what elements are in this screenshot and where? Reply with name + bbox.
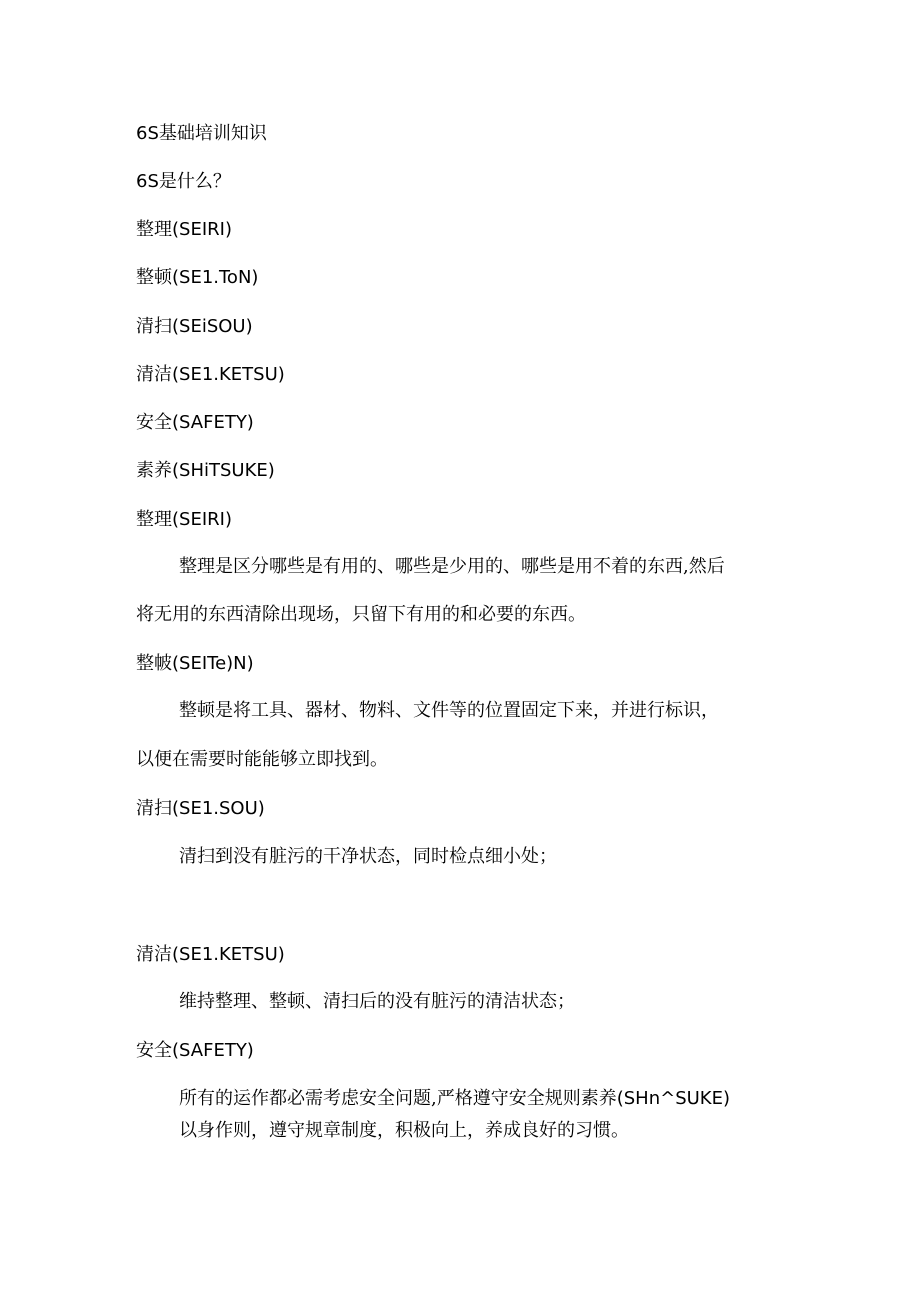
section-text-safety-line1: [179, 1087, 730, 1111]
overview-item-safety: 安全(SAFETY): [136, 412, 254, 433]
section-text-seiton-line1: 整顿是将工具、器材、物料、文件等的位置固定下来，并进行标识，: [179, 700, 719, 721]
section-text-seiri-line2: 将无用的东西清除出现场，只留下有用的和必要的东西。: [136, 604, 586, 625]
inline-heading-shitsuke: 素养(SHn^SUKE): [580, 1088, 731, 1109]
section-text-seiketsu: 维持整理、整顿、清扫后的没有脏污的清洁状态；: [179, 991, 575, 1012]
safety-rule-text: 所有的运作都必需考虑安全问题,严格遵守安全规则: [179, 1088, 581, 1109]
overview-item-shitsuke: 素养(SHiTSUKE): [136, 460, 275, 481]
section-heading-seiketsu: 清洁(SE1.KETSU): [136, 944, 285, 965]
overview-item-seiketsu: 清洁(SE1.KETSU): [136, 364, 285, 385]
section-text-seiri-line1: 整理是区分哪些是有用的、哪些是少用的、哪些是用不着的东西,然后: [179, 556, 725, 577]
section-heading-seiton: 整帔(SEITe)N): [136, 653, 254, 674]
section-text-seiton-line2: 以便在需要时能能够立即找到。: [136, 749, 388, 770]
section-text-seiso: 清扫到没有脏污的干净状态，同时检点细小处；: [179, 846, 557, 867]
document-title: 6S基础培训知识: [136, 123, 267, 144]
overview-item-seiso: 清扫(SEiSOU): [136, 316, 253, 337]
section-heading-seiso: 清扫(SE1.SOU): [136, 798, 265, 819]
intro-question: 6S是什么？: [136, 171, 231, 192]
section-heading-safety: 安全(SAFETY): [136, 1040, 254, 1061]
section-heading-seiri: 整理(SEIRI): [136, 509, 232, 530]
section-text-shitsuke: 以身作则，遵守规章制度，积极向上，养成良好的习惯。: [179, 1120, 629, 1141]
overview-item-seiri: 整理(SEIRI): [136, 219, 232, 240]
overview-item-seiton: 整顿(SE1.ToN): [136, 267, 259, 288]
